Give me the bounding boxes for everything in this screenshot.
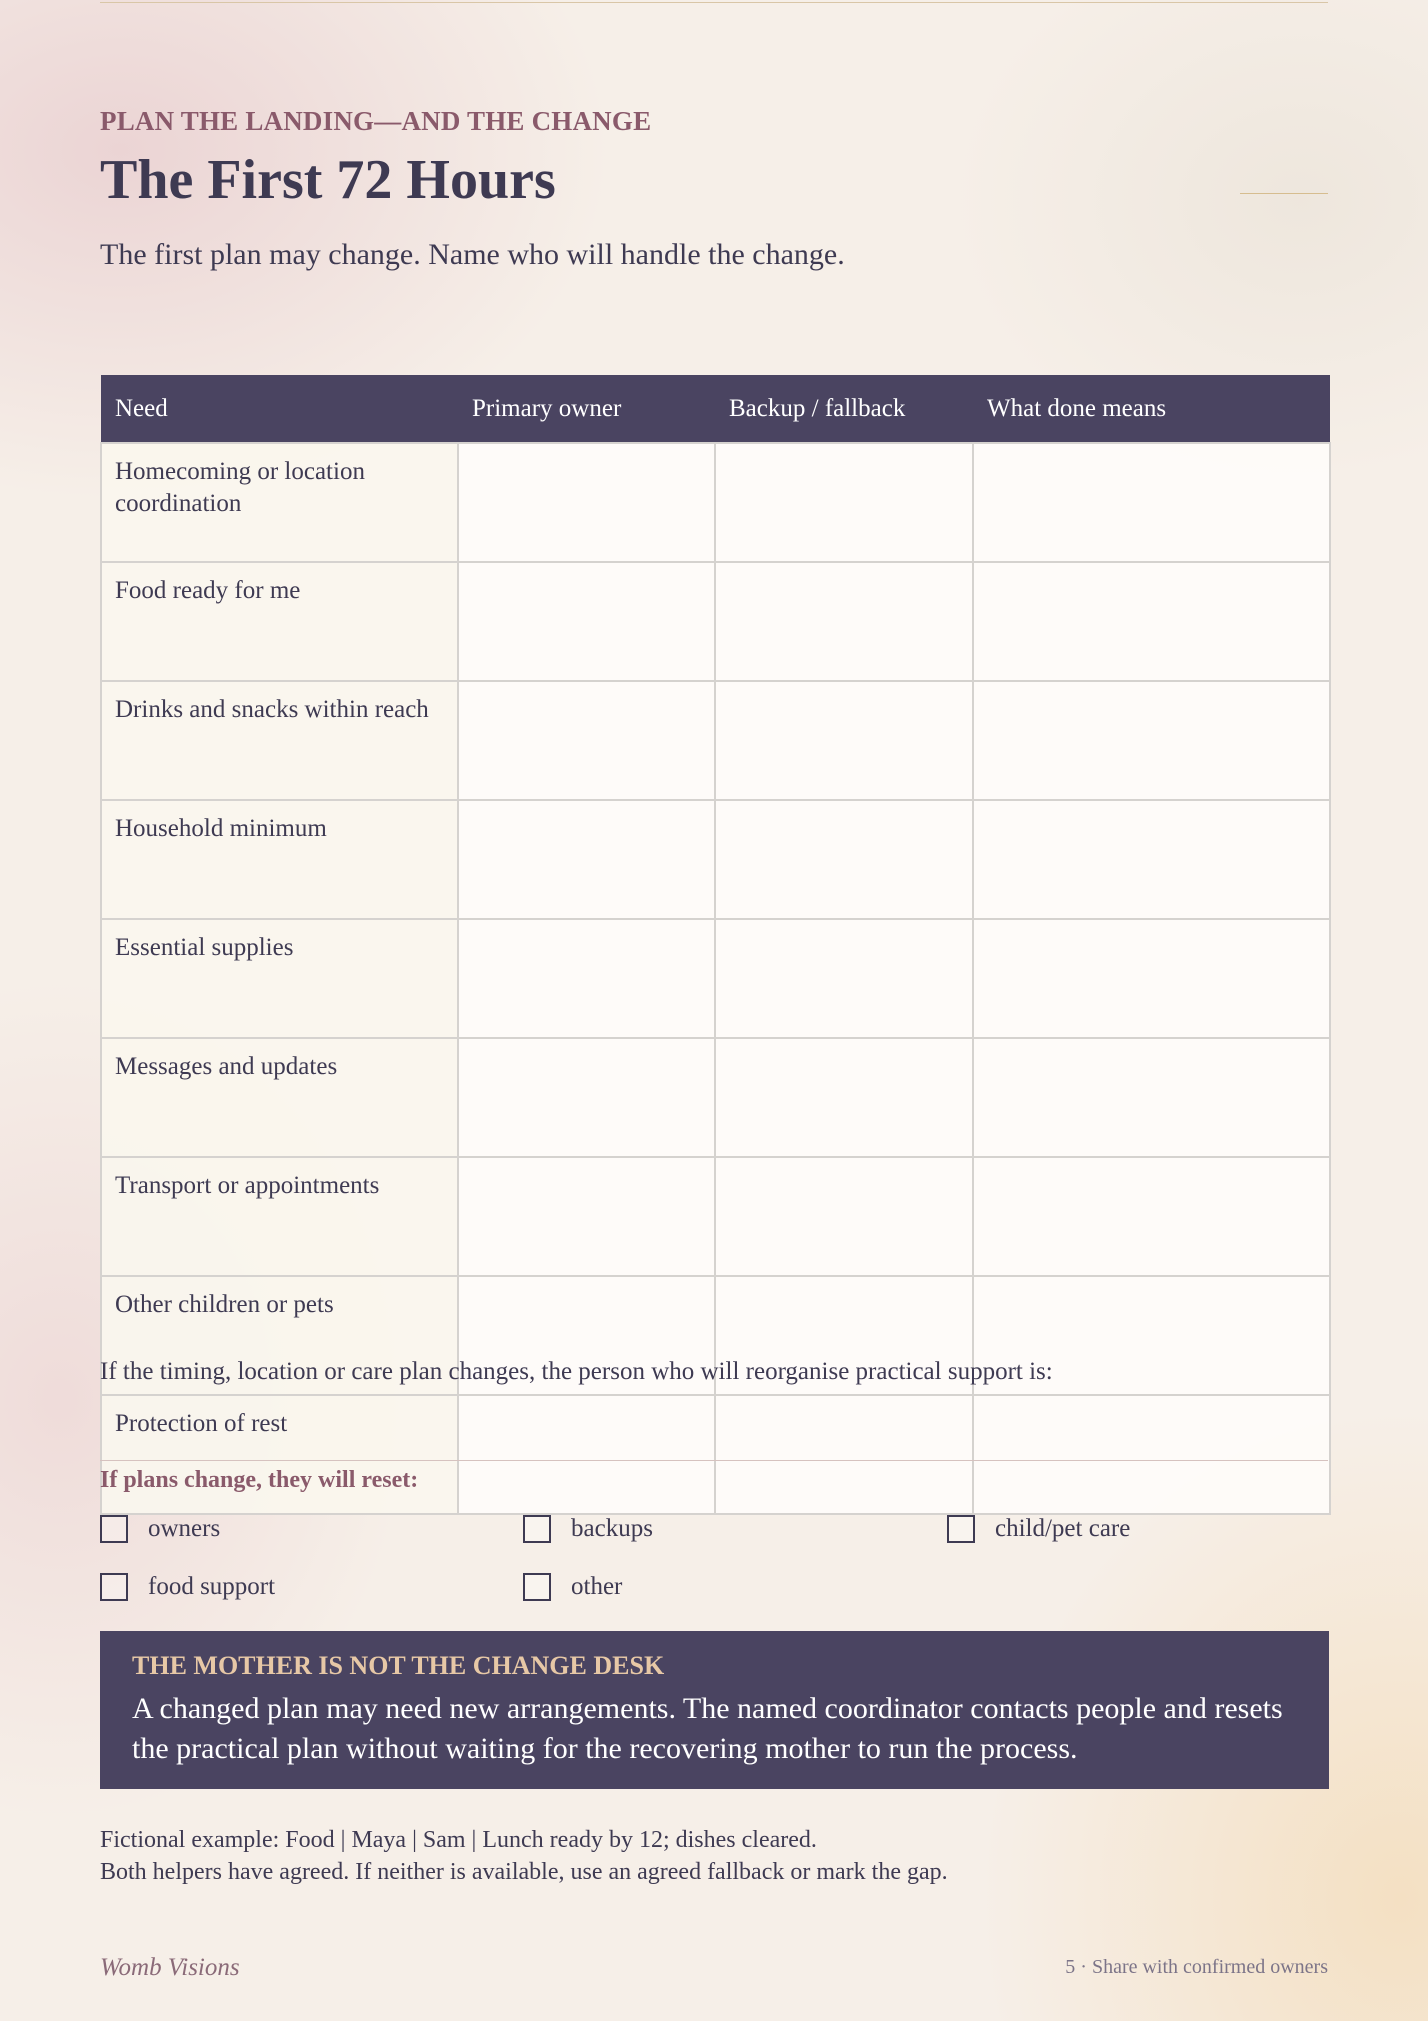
checkbox-label: food support — [148, 1573, 276, 1600]
column-header-need: Need — [101, 375, 458, 443]
primary-owner-cell[interactable] — [458, 443, 715, 562]
table-row — [101, 1395, 1330, 1514]
backup-cell[interactable] — [715, 1038, 973, 1157]
done-means-cell[interactable] — [973, 1395, 1330, 1514]
page-title: The First 72 Hours — [100, 149, 556, 211]
need-cell: Food ready for me — [101, 562, 458, 681]
primary-owner-cell[interactable] — [458, 681, 715, 800]
need-cell: Drinks and snacks within reach — [101, 681, 458, 800]
checkbox-box[interactable] — [100, 1515, 128, 1543]
checkbox-owners[interactable] — [100, 1515, 220, 1543]
support-plan-table — [100, 375, 1331, 1515]
checkbox-child-pet-care[interactable] — [947, 1515, 1130, 1543]
reset-label: If plans change, they will reset: — [100, 1467, 419, 1493]
checkbox-other[interactable] — [523, 1573, 622, 1601]
accent-rule — [1240, 193, 1328, 194]
need-cell: Essential supplies — [101, 919, 458, 1038]
table-row — [101, 800, 1330, 919]
need-cell: Other children or pets — [101, 1276, 458, 1395]
example-line-1: Fictional example: Food | Maya | Sam | Lunch ready by 12; dishes cleared. — [100, 1827, 817, 1853]
primary-owner-cell[interactable] — [458, 1038, 715, 1157]
brand-name: Womb Visions — [100, 1954, 240, 1981]
done-means-cell[interactable] — [973, 443, 1330, 562]
backup-cell[interactable] — [715, 1395, 973, 1514]
table-row — [101, 1157, 1330, 1276]
checkbox-label: child/pet care — [995, 1515, 1131, 1542]
top-rule — [100, 2, 1328, 3]
need-cell: Homecoming or location coordination — [101, 443, 458, 562]
callout-box — [100, 1631, 1329, 1789]
column-header-done-means: What done means — [973, 375, 1330, 443]
page-footer: 5 · Share with confirmed owners — [1065, 1956, 1328, 1978]
backup-cell[interactable] — [715, 919, 973, 1038]
need-cell: Protection of rest — [101, 1395, 458, 1514]
primary-owner-cell[interactable] — [458, 800, 715, 919]
table-row — [101, 1038, 1330, 1157]
done-means-cell[interactable] — [973, 562, 1330, 681]
column-header-backup: Backup / fallback — [715, 375, 973, 443]
checkbox-label: other — [571, 1573, 623, 1600]
backup-cell[interactable] — [715, 800, 973, 919]
checkbox-food-support[interactable] — [100, 1573, 275, 1601]
primary-owner-cell[interactable] — [458, 1157, 715, 1276]
table-row — [101, 681, 1330, 800]
checkbox-backups[interactable] — [523, 1515, 653, 1543]
backup-cell[interactable] — [715, 443, 973, 562]
primary-owner-cell[interactable] — [458, 562, 715, 681]
example-line-2: Both helpers have agreed. If neither is available, use an agreed fallback or mark the gap. — [100, 1859, 948, 1885]
column-header-primary-owner: Primary owner — [458, 375, 715, 443]
checkbox-box[interactable] — [100, 1573, 128, 1601]
need-cell: Transport or appointments — [101, 1157, 458, 1276]
table-row — [101, 919, 1330, 1038]
done-means-cell[interactable] — [973, 681, 1330, 800]
checkbox-box[interactable] — [523, 1515, 551, 1543]
section-eyebrow: PLAN THE LANDING—AND THE CHANGE — [100, 106, 652, 136]
checkbox-label: backups — [571, 1515, 653, 1542]
page-subtitle: The first plan may change. Name who will handle the change. — [100, 238, 845, 271]
fictional-example — [100, 1824, 948, 1888]
backup-cell[interactable] — [715, 1157, 973, 1276]
checkbox-box[interactable] — [947, 1515, 975, 1543]
primary-owner-cell[interactable] — [458, 919, 715, 1038]
done-means-cell[interactable] — [973, 919, 1330, 1038]
done-means-cell[interactable] — [973, 800, 1330, 919]
table-row — [101, 562, 1330, 681]
change-coordinator-prompt: If the timing, location or care plan changes, the person who will reorganise practical support is: — [100, 1358, 1053, 1385]
backup-cell[interactable] — [715, 681, 973, 800]
callout-title: THE MOTHER IS NOT THE CHANGE DESK — [132, 1651, 665, 1680]
backup-cell[interactable] — [715, 562, 973, 681]
table-header-row — [101, 375, 1330, 443]
done-means-cell[interactable] — [973, 1038, 1330, 1157]
primary-owner-cell[interactable] — [458, 1395, 715, 1514]
need-cell: Messages and updates — [101, 1038, 458, 1157]
checkbox-label: owners — [148, 1515, 221, 1542]
section-divider — [100, 1460, 1328, 1461]
table-row — [101, 443, 1330, 562]
need-cell: Household minimum — [101, 800, 458, 919]
checkbox-box[interactable] — [523, 1573, 551, 1601]
done-means-cell[interactable] — [973, 1157, 1330, 1276]
callout-body: A changed plan may need new arrangements. The named coordinator contacts people and resets the practical plan without waiting for the recovering mother to run the process. — [132, 1692, 1283, 1765]
